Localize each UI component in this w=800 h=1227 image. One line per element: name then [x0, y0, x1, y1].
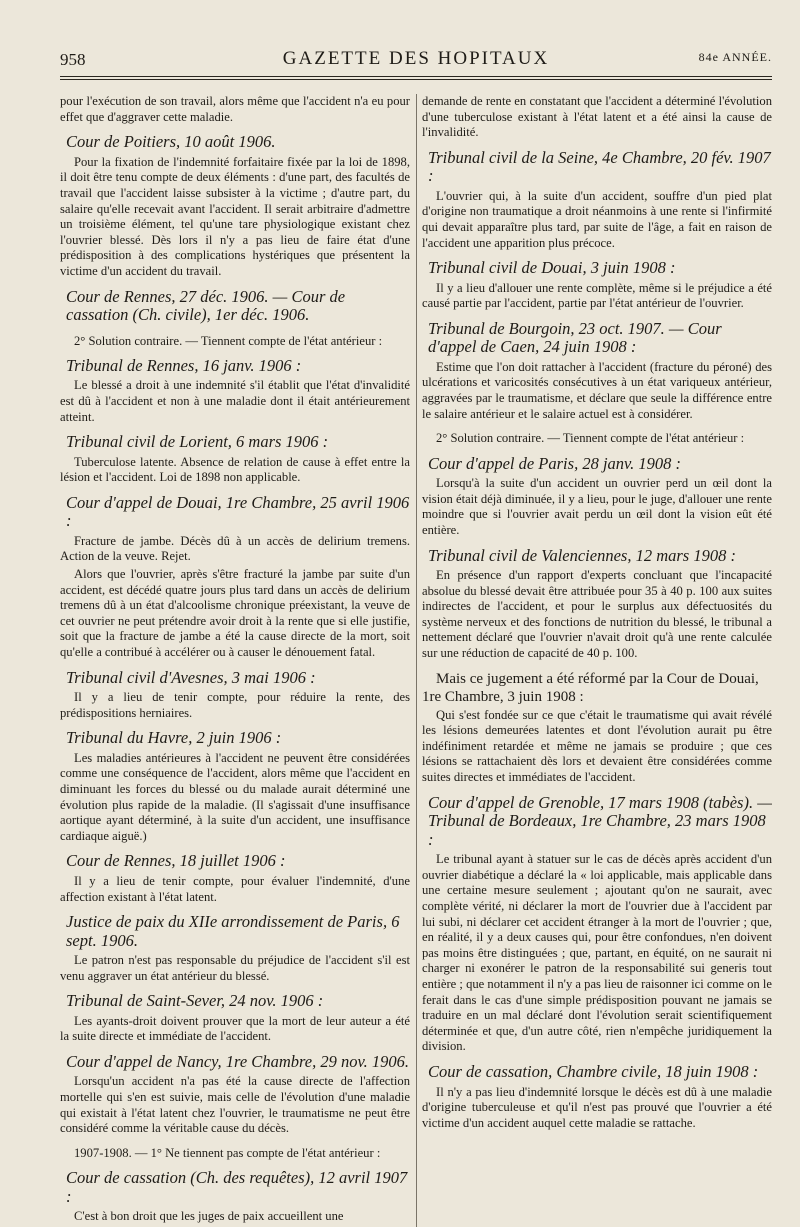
body-paragraph: Estime que l'on doit rattacher à l'accident (fracture du péroné) des ulcérations et varicosités consécutives à un état variqueux antérieur, aggravées par le traumatisme, et déclare que seule la différence entre le salaire antérieur et le salaire actuel est à considérer. — [422, 359, 772, 421]
case-heading: Cour de Poitiers, 10 août 1906. — [66, 132, 276, 152]
section-heading: 1907-1908. — 1° Ne tiennent pas compte de l'état antérieur : — [74, 1145, 381, 1160]
body-paragraph: Il y a lieu de tenir compte, pour évaluer l'indemnité, d'une affection existant à l'état latent. — [60, 873, 410, 904]
case-heading: Cour de cassation (Ch. des requêtes), 12 avril 1907 : — [66, 1168, 408, 1206]
body-paragraph: Il n'y a pas lieu d'indemnité lorsque le décès est dû à une maladie d'origine tuberculeuse et qu'il n'est pas prouvé que l'ouvrier a été victime d'un accident auquel cette maladie se rattache. — [422, 1084, 772, 1130]
body-paragraph: pour l'exécution de son travail, alors même que l'accident n'a eu pour effet que d'aggraver cette maladie. — [60, 94, 410, 124]
body-paragraph: Le blessé a droit à une indemnité s'il établit que l'état d'invalidité est dû à l'accident et non à une maladie dont il était antérieurement atteint. — [60, 378, 410, 424]
section-heading: 2° Solution contraire. — Tiennent compte de l'état antérieur : — [436, 431, 745, 446]
case-heading: Tribunal civil d'Avesnes, 3 mai 1906 : — [66, 667, 316, 687]
text-columns — [60, 94, 772, 1227]
body-paragraph: Les ayants-droit doivent prouver que la mort de leur auteur a été la suite directe et immédiate de l'accident. — [60, 1013, 410, 1044]
body-paragraph: L'ouvrier qui, à la suite d'un accident, souffre d'un pied plat d'origine non traumatique a droit néanmoins à une rente si l'infirmité qui devait apparaître plus tard, par suite de l'âge, a fait en raison de l'accident une apparition plus précoce. — [422, 188, 772, 250]
case-heading: Cour de cassation, Chambre civile, 18 juin 1908 : — [428, 1062, 759, 1082]
case-heading: Tribunal civil de Valenciennes, 12 mars 1908 : — [428, 545, 736, 565]
body-paragraph: Lorsqu'à la suite d'un accident un ouvrier perd un œil dont la vision était déjà diminuée, il y a lieu, pour le juge, d'allouer une rente moindre que si l'ouvrier avait perdu un œil dont la vision eût été entière. — [422, 476, 772, 537]
case-heading: Tribunal de Rennes, 16 janv. 1906 : — [66, 355, 302, 375]
body-paragraph: Pour la fixation de l'indemnité forfaitaire fixée par la loi de 1898, il doit être tenu compte de deux éléments : d'une part, des facultés de travail que l'accident laisse subsister à la victime ; d'autre part, du salaire qu'elle recevait avant l'accident. Il serait arbitraire d'admettre un troisième élément, tel qu'une tare physiologique existant chez l'ouvrier blessé. Dès lors il n'y a pas lieu de faire état d'une prédisposition à des complications hystériques que présentent la victime d'un accident du travail. — [60, 154, 410, 278]
case-heading: Cour d'appel de Douai, 1re Chambre, 25 avril 1906 : — [66, 492, 410, 531]
page-header — [60, 44, 772, 68]
body-paragraph: demande de rente en constatant que l'accident a déterminé l'évolution d'une tuberculose existant à l'état latent et a été ainsi la cause de l'invalidité. — [422, 94, 772, 140]
header-rule-thin — [60, 79, 772, 80]
left-column — [60, 94, 410, 1227]
case-heading: Cour de Rennes, 27 déc. 1906. — Cour de cassation (Ch. civile), 1er déc. 1906. — [66, 286, 346, 325]
emphasis-paragraph: Mais ce jugement a été réformé par la Cour de Douai, 1re Chambre, 3 juin 1908 : — [422, 670, 759, 705]
column-divider — [416, 94, 417, 1227]
case-heading: Tribunal de Saint-Sever, 24 nov. 1906 : — [66, 991, 324, 1011]
body-paragraph: Alors que l'ouvrier, après s'être fracturé la jambe par suite d'un accident, est décédé quatre jours plus tard dans un accès de delirium tremens dû à un état d'alcoolisme chronique préexistant, la veuve de cet ouvrier ne peut prétendre avoir droit à la rente que si elle justifie, soit que la fracture de jambe a été la cause directe de la mort, soit qu'elle a contribué à accélérer ou à causer le dénouement fatal. — [60, 567, 410, 660]
body-paragraph: Il y a lieu de tenir compte, pour réduire la rente, des prédispositions herniaires. — [60, 690, 410, 720]
case-heading: Tribunal civil de Lorient, 6 mars 1906 : — [66, 432, 329, 452]
section-heading: 2° Solution contraire. — Tiennent compte de l'état antérieur : — [74, 333, 383, 348]
body-paragraph: C'est à bon droit que les juges de paix accueillent une — [74, 1209, 344, 1224]
body-paragraph: Le patron n'est pas responsable du préjudice de l'accident s'il est venu aggraver un état antérieur du blessé. — [60, 953, 410, 983]
page-number: 958 — [60, 50, 86, 69]
header-rule — [60, 76, 772, 77]
year-label: 84e ANNÉE. — [698, 50, 772, 64]
case-heading: Tribunal civil de la Seine, 4e Chambre, 20 fév. 1907 : — [428, 147, 771, 186]
journal-title: GAZETTE DES HOPITAUX — [282, 48, 550, 69]
case-heading: Tribunal de Bourgoin, 23 oct. 1907. — Cour d'appel de Caen, 24 juin 1908 : — [428, 318, 722, 357]
case-heading: Cour d'appel de Nancy, 1re Chambre, 29 nov. 1906. — [66, 1052, 409, 1071]
body-paragraph: Les maladies antérieures à l'accident ne peuvent être considérées comme une conséquence de l'accident, alors même que l'accident en diminuant les forces du blessé ou du malade aurait déterminé une évolution plus rapide de la maladie. (Il s'agissait d'une insuffisance aortique ayant déterminé, à la suite d'un accident, une insuffisance cardiaque aiguë.) — [60, 750, 410, 843]
case-heading: Tribunal du Havre, 2 juin 1906 : — [66, 728, 282, 748]
body-paragraph: Tuberculose latente. Absence de relation de cause à effet entre la lésion et l'accident. Loi de 1898 non applicable. — [60, 454, 410, 485]
body-paragraph: En présence d'un rapport d'experts concluant que l'incapacité absolue du blessé devait être attribuée pour 35 à 40 p. 100 aux suites indirectes de l'accident, et pour le surplus aux défectuosités du système nerveux et des fonctions de nutrition du blessé, le tribunal a nettement déclaré que l'ouvrier n'avait droit qu'à une rente calculée sur une réduction de capacité de 40 p. 100. — [422, 568, 772, 661]
body-paragraph: Le tribunal ayant à statuer sur le cas de décès après accident d'un ouvrier diabétique a déclaré la « loi applicable, mais applicable dans une certaine mesure seulement ; ajoutant qu'on ne saurait, avec complète vérité, ni déclarer la mort de l'ouvrier due à l'accident par lui subi, ni déclarer cet accident étranger à la mort de l'ouvrier ; que, en réalité, il y a deux causes qui, pour être confondues, n'en doivent pas moins être distinguées ; que, partant, en équité, on ne saurait ni charger ni exonérer le patron de la responsabilité sui generis tout entière ; que notamment il n'y a pas lieu de raisonner ici comme on le ferait dans le cas d'une simple prédisposition pouvant ne jamais se traduire en un mal déclaré dont l'évolution serait scientifiquement déterminée et que, d'un autre côté, rien n'empêche juridiquement la division. — [422, 852, 772, 1054]
body-paragraph: Il y a lieu d'allouer une rente complète, même si le préjudice a été causé partie par l'accident, partie par l'état antérieur de l'ouvrier. — [422, 280, 772, 311]
body-paragraph: Fracture de jambe. Décès dû à un accès de delirium tremens. Action de la veuve. Rejet. — [60, 533, 410, 564]
case-heading: Tribunal civil de Douai, 3 juin 1908 : — [428, 258, 676, 278]
case-heading: Cour de Rennes, 18 juillet 1906 : — [66, 851, 286, 871]
right-column — [422, 94, 772, 1227]
case-heading: Cour d'appel de Grenoble, 17 mars 1908 (tabès). — Tribunal de Bordeaux, 1re Chambre, 23 mars 1908 : — [428, 792, 772, 849]
case-heading: Justice de paix du XIIe arrondissement de Paris, 6 sept. 1906. — [66, 912, 400, 950]
body-paragraph: Qui s'est fondée sur ce que c'était le traumatisme qui avait révélé les lésions demeurées latentes et dont l'évolution aurait pu être indéfiniment retardée et même ne jamais se produire ; que ces lésions se rattachaient dès lors et devaient être considérées comme suites directes et immédiates de l'accident. — [422, 707, 772, 785]
body-paragraph: Lorsqu'un accident n'a pas été la cause directe de l'affection mortelle qui s'en est suivie, mais celle de l'évolution d'une maladie qui existait à l'état latent chez l'ouvrier, le traumatisme ne peut être considéré comme la véritable cause du décès. — [60, 1074, 410, 1136]
case-heading: Cour d'appel de Paris, 28 janv. 1908 : — [428, 453, 681, 473]
